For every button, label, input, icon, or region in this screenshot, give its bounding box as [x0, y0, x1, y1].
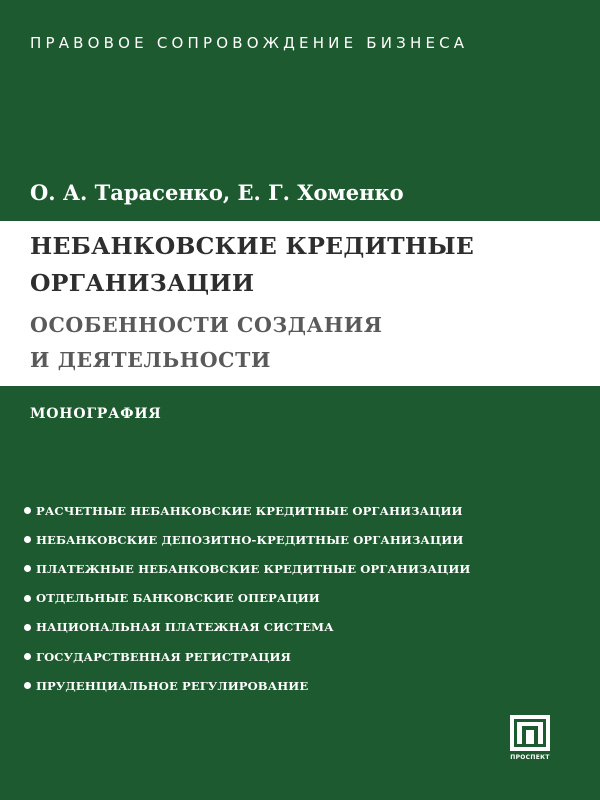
topic-item	[24, 671, 470, 700]
book-subtitle-line-1: ОСОБЕННОСТИ СОЗДАНИЯ	[30, 313, 383, 337]
book-title-line-1: НЕБАНКОВСКИЕ КРЕДИТНЫЕ	[30, 232, 475, 260]
bullet-icon	[24, 595, 31, 602]
topic-item	[24, 613, 470, 642]
topic-label: НЕБАНКОВСКИЕ ДЕПОЗИТНО-КРЕДИТНЫЕ ОРГАНИЗАЦИИ	[36, 532, 464, 547]
topic-label: ПЛАТЕЖНЫЕ НЕБАНКОВСКИЕ КРЕДИТНЫЕ ОРГАНИЗАЦИИ	[36, 561, 471, 576]
bullet-icon	[24, 536, 31, 543]
publisher-logo-icon	[508, 713, 552, 753]
topic-item	[24, 642, 470, 671]
topic-item	[24, 554, 470, 583]
bullet-icon	[24, 682, 31, 689]
bullet-icon	[24, 565, 31, 572]
bullet-icon	[24, 624, 31, 631]
genre-label: МОНОГРАФИЯ	[30, 406, 162, 422]
topics-list	[24, 496, 470, 700]
publisher-name: ПРОСПЕКТ	[510, 754, 550, 761]
topic-item	[24, 496, 470, 525]
series-title: ПРАВОВОЕ СОПРОВОЖДЕНИЕ БИЗНЕСА	[30, 34, 469, 52]
bullet-icon	[24, 653, 31, 660]
topic-item	[24, 584, 470, 613]
topic-label: ОТДЕЛЬНЫЕ БАНКОВСКИЕ ОПЕРАЦИИ	[36, 591, 320, 606]
book-title	[30, 228, 474, 302]
book-title-line-2: ОРГАНИЗАЦИИ	[30, 269, 255, 297]
authors: О. А. Тарасенко, Е. Г. Хоменко	[30, 180, 404, 205]
topic-label: ГОСУДАРСТВЕННАЯ РЕГИСТРАЦИЯ	[36, 649, 291, 664]
book-subtitle-line-2: И ДЕЯТЕЛЬНОСТИ	[30, 348, 271, 372]
topic-label: РАСЧЕТНЫЕ НЕБАНКОВСКИЕ КРЕДИТНЫЕ ОРГАНИЗАЦИИ	[36, 503, 463, 518]
topic-label: НАЦИОНАЛЬНАЯ ПЛАТЕЖНАЯ СИСТЕМА	[36, 620, 334, 635]
bullet-icon	[24, 507, 31, 514]
topic-label: ПРУДЕНЦИАЛЬНОЕ РЕГУЛИРОВАНИЕ	[36, 678, 309, 693]
book-subtitle	[30, 308, 383, 378]
topic-item	[24, 525, 470, 554]
